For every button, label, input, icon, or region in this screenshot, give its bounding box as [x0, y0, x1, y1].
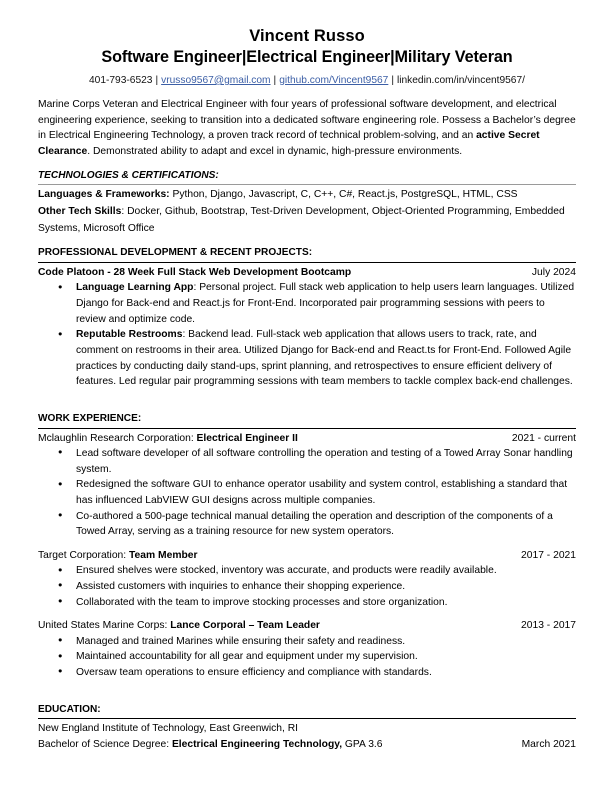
- contact-separator-1: |: [155, 74, 159, 86]
- list-item: ● Ensured shelves were stocked, inventory was accurate, and products were readily available.: [54, 563, 576, 579]
- education-degree-major: Electrical Engineering Technology,: [171, 738, 343, 750]
- summary-clearance-bold: active Secret Clearance: [38, 130, 540, 158]
- project-bullet-1-bold: Language Learning App: [76, 282, 194, 294]
- skill-value-other: : Docker, Github, Bootstrap, Test-Driven Development, Object-Oriented Programming, Embedded Systems, Microsoft Office: [38, 206, 565, 234]
- contact-line: [38, 74, 576, 87]
- project-title: Code Platoon - 28 Week Full Stack Web Development Bootcamp: [38, 266, 352, 278]
- job-title-1: [38, 431, 298, 446]
- project-bullet-2-bold: Reputable Restrooms: [76, 329, 183, 341]
- skill-label-languages: Languages & Frameworks:: [38, 189, 170, 201]
- project-date: July 2024: [531, 266, 576, 278]
- section-heading-work: WORK EXPERIENCE:: [38, 412, 142, 424]
- project-bullet-list: [38, 280, 576, 389]
- job-company-3: United States Marine Corps:: [38, 620, 171, 632]
- candidate-headline: Software Engineer|Electrical Engineer|Military Veteran: [101, 48, 513, 67]
- section-rule-projects: [38, 262, 576, 263]
- education-degree-gpa: GPA 3.6: [342, 738, 383, 750]
- job-title-3: [38, 618, 320, 633]
- list-item: ● Assisted customers with inquiries to enhance their shopping experience.: [54, 579, 576, 595]
- job-entry-header-2: [38, 548, 576, 563]
- list-item: ● Co-authored a 500-page technical manual detailing the operation and description of the components of a Towed Array, serving as a training resource for new system operators.: [54, 509, 576, 540]
- resume-header: [38, 26, 576, 87]
- education-date: March 2021: [521, 738, 576, 750]
- contact-github-link[interactable]: github.com/Vincent9567: [279, 74, 389, 86]
- job-entry-header-1: [38, 431, 576, 446]
- project-bullet-2-text: : Backend lead. Full-stack web application that allows users to track, rate, and comment on restrooms in their area. Utilized Django for Back-end and React.ts for Front-End. Followed Agile practices by conducting daily stand-ups, sprint planning, and retrospectives to ensure efficient delivery of features. Led regular pair programming sessions with team members to tackle complex back-end challenges.: [76, 329, 573, 388]
- section-rule-education: [38, 718, 576, 719]
- candidate-name: Vincent Russo: [249, 27, 365, 45]
- skill-line-other: [38, 204, 576, 237]
- contact-phone: 401-793-6523: [89, 74, 153, 86]
- job-title-2: [38, 548, 198, 563]
- job-entry-header-3: [38, 618, 576, 633]
- list-item: [54, 280, 576, 327]
- job-company-2: Target Corporation:: [38, 549, 130, 561]
- summary-text-2: . Demonstrated ability to adapt and excel in dynamic, high-pressure environments.: [87, 146, 463, 158]
- section-heading-projects: PROFESSIONAL DEVELOPMENT & RECENT PROJECTS:: [38, 247, 313, 259]
- section-heading-technologies: TECHNOLOGIES & CERTIFICATIONS:: [38, 169, 219, 181]
- job-date-2: 2017 - 2021: [521, 549, 576, 561]
- job-company-1: Mclaughlin Research Corporation:: [38, 432, 197, 444]
- contact-separator-3: |: [391, 74, 394, 86]
- project-bullet-1-text: : Personal project. Full stack web application to help users learn languages. Utilized Django for Back-end and React.js for Front-End. Incorporated pair programming sessions with peers to review and optimize code.: [76, 282, 575, 325]
- job-date-1: 2021 - current: [511, 432, 576, 444]
- skill-label-other: Other Tech Skills: [38, 206, 122, 217]
- education-degree-prefix: Bachelor of Science Degree:: [38, 738, 172, 750]
- list-item: ● Managed and trained Marines while ensuring their safety and readiness.: [54, 634, 576, 650]
- summary-text-1: Marine Corps Veteran and Electrical Engineer with four years of professional software development, and electrical engineering experience, seeking to transition into a dedicated software engineering role. Possess a Bachelor’s degree in Electrical Engineering Technology, a proven track record of technical problem-solving, and an: [38, 99, 576, 142]
- list-item: ● Oversaw team operations to ensure efficiency and compliance with standards.: [54, 665, 576, 681]
- job-bullet-list-2: [38, 563, 576, 610]
- job-date-3: 2013 - 2017: [521, 620, 576, 632]
- education-degree: [38, 737, 383, 752]
- section-heading-education: EDUCATION:: [38, 703, 101, 715]
- education-degree-row: [38, 737, 576, 752]
- contact-linkedin: linkedin.com/in/vincent9567/: [396, 74, 525, 86]
- summary-paragraph: [38, 97, 576, 160]
- list-item: ● Maintained accountability for all gear and equipment under my supervision.: [54, 649, 576, 665]
- list-item: ● Lead software developer of all software controlling the operation and testing of a Towed Array Sonar handling system.: [54, 446, 576, 477]
- skill-line-languages: [38, 187, 576, 204]
- job-role-1: Electrical Engineer II: [196, 432, 298, 444]
- job-bullet-list-1: [38, 446, 576, 540]
- list-item: ● Collaborated with the team to improve stocking processes and store organization.: [54, 595, 576, 611]
- education-school: New England Institute of Technology, East Greenwich, RI: [38, 723, 299, 735]
- list-item: [54, 327, 576, 390]
- job-role-3: Lance Corporal – Team Leader: [170, 620, 320, 632]
- job-bullet-list-3: [38, 634, 576, 681]
- project-entry-header: [38, 265, 576, 280]
- job-role-2: Team Member: [129, 549, 198, 561]
- contact-separator-2: |: [273, 74, 277, 86]
- section-rule-technologies: [38, 184, 576, 185]
- section-rule-work: [38, 428, 576, 429]
- contact-email-link[interactable]: vrusso9567@gmail.com: [161, 74, 271, 86]
- skill-value-languages: Python, Django, Javascript, C, C++, C#, React.js, PostgreSQL, HTML, CSS: [169, 189, 518, 201]
- list-item: ● Redesigned the software GUI to enhance operator usability and system control, establishing a standard that has influenced LabVIEW GUI designs across multiple companies.: [54, 477, 576, 508]
